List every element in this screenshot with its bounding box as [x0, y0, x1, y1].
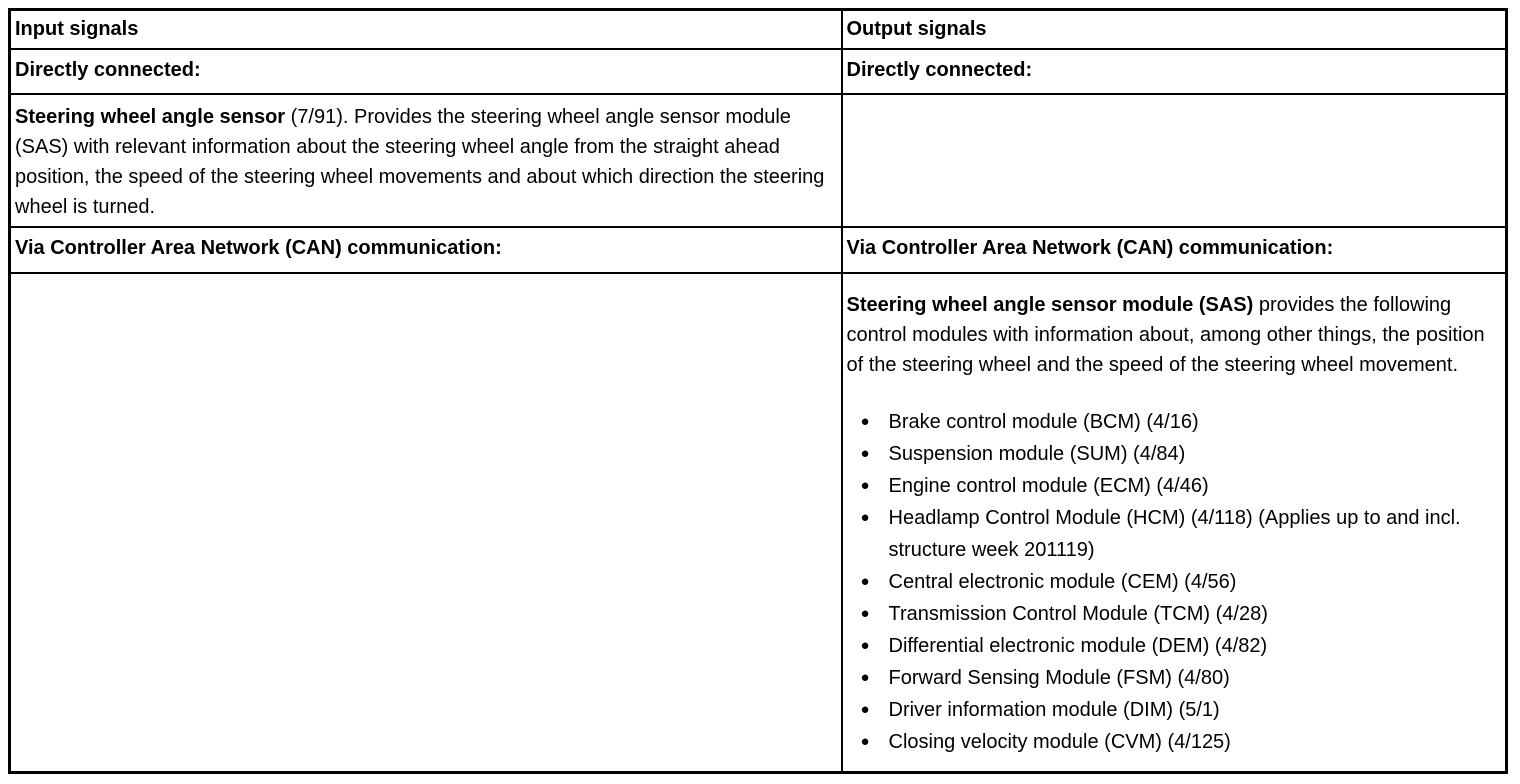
directly-connected-row	[10, 49, 1507, 94]
sas-module-description: provides the following control modules with information about, among other things, the position of the steering wheel and the speed of the steering wheel movement.	[846, 293, 1485, 376]
input-directly-connected-label: Directly connected:	[10, 49, 842, 94]
control-module-list-item: ● Closing velocity module (CVM) (4/125)	[847, 726, 1500, 758]
control-module-list-item: ● Suspension module (SUM) (4/84)	[847, 438, 1500, 470]
control-module-list-item: ● Brake control module (BCM) (4/16)	[847, 406, 1500, 438]
signals-table	[8, 8, 1508, 774]
control-module-list-item: ● Central electronic module (CEM) (4/56)	[847, 566, 1500, 598]
control-modules-list	[847, 406, 1500, 758]
sas-module-paragraph	[847, 290, 1500, 380]
output-signals-header: Output signals	[842, 10, 1507, 49]
sas-module-output-cell	[842, 273, 1507, 773]
output-directly-connected-label: Directly connected:	[842, 49, 1507, 94]
input-signals-header: Input signals	[10, 10, 842, 49]
control-module-list-item: ● Engine control module (ECM) (4/46)	[847, 470, 1500, 502]
via-can-row	[10, 227, 1507, 273]
control-module-list-item: ● Headlamp Control Module (HCM) (4/118) (Applies up to and incl. structure week 201119)	[847, 502, 1500, 566]
sas-module-name: Steering wheel angle sensor module (SAS)	[846, 293, 1254, 316]
header-row	[10, 10, 1507, 49]
directly-connected-content-row	[10, 94, 1507, 227]
steering-wheel-angle-sensor-name: Steering wheel angle sensor	[15, 105, 286, 128]
control-module-list-item: ● Transmission Control Module (TCM) (4/28)	[847, 598, 1500, 630]
control-module-list-item: ● Driver information module (DIM) (5/1)	[847, 694, 1500, 726]
input-via-can-empty-cell	[10, 273, 842, 773]
output-directly-connected-empty-cell	[842, 94, 1507, 227]
control-module-list-item: ● Forward Sensing Module (FSM) (4/80)	[847, 662, 1500, 694]
output-via-can-label: Via Controller Area Network (CAN) communication:	[842, 227, 1507, 273]
control-module-list-item: ● Differential electronic module (DEM) (4/82)	[847, 630, 1500, 662]
via-can-content-row	[10, 273, 1507, 773]
input-via-can-label: Via Controller Area Network (CAN) communication:	[10, 227, 842, 273]
steering-wheel-angle-sensor-cell	[10, 94, 842, 227]
steering-wheel-angle-sensor-description: (7/91). Provides the steering wheel angle sensor module (SAS) with relevant information about the steering wheel angle from the straight ahead position, the speed of the steering wheel movements and about which direction the steering wheel is turned.	[15, 105, 825, 218]
